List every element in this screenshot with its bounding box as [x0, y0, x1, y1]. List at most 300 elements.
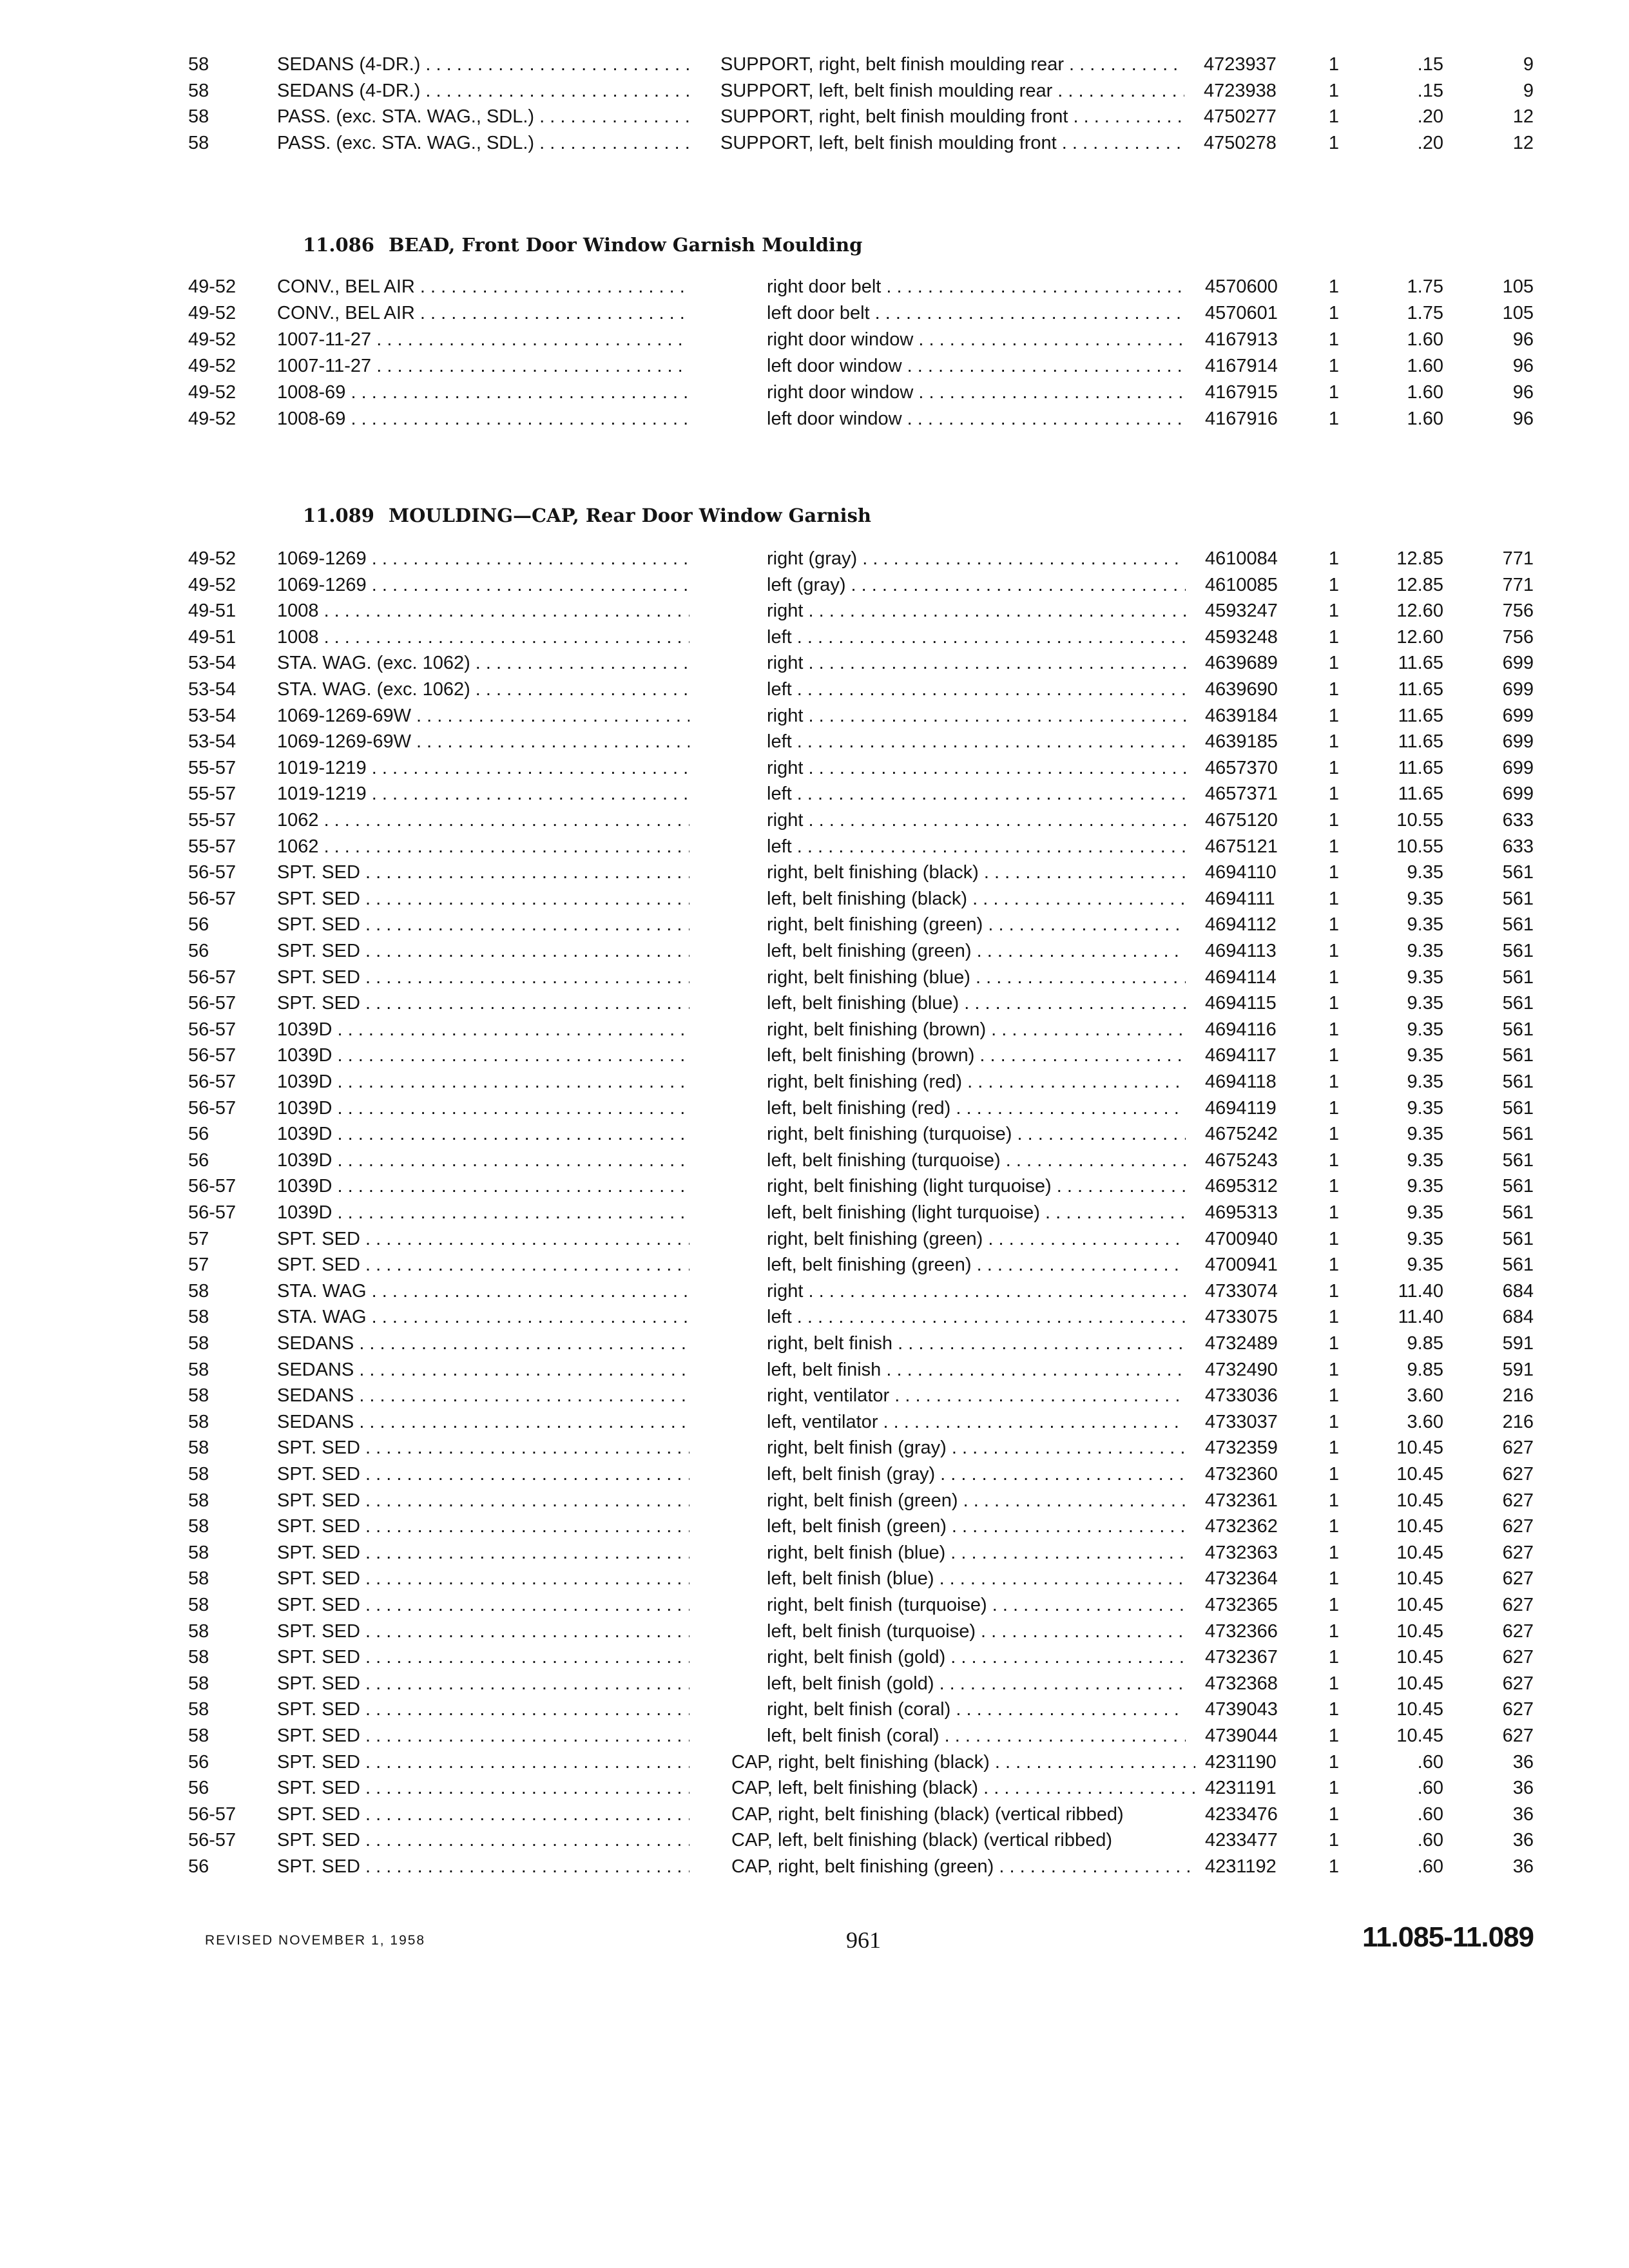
year-cell: 55-57: [188, 757, 236, 778]
description-cell: CAP, right, belt finishing (black) . . .: [731, 1749, 1195, 1775]
description-cell: left, belt finish (blue) . . .: [767, 1566, 1186, 1591]
description-cell: SUPPORT, right, belt finish moulding front . . .: [720, 104, 1184, 130]
price-cell: 9.35: [1407, 862, 1443, 883]
quantity-cell: 1: [1328, 1803, 1340, 1825]
price-cell: 10.55: [1396, 810, 1443, 831]
year-cell: 58: [188, 1385, 209, 1407]
year-cell: 49-52: [188, 303, 236, 323]
part-number-cell: 4739043: [1205, 1699, 1278, 1720]
table-row: [0, 1671, 1629, 1696]
part-number-cell: 4733037: [1205, 1411, 1278, 1432]
code-cell: 96: [1512, 408, 1534, 429]
description-cell: right door window . . .: [767, 380, 1186, 405]
table-row: [0, 1514, 1629, 1539]
code-cell: 96: [1512, 329, 1534, 350]
price-cell: 1.60: [1407, 382, 1443, 403]
table-row: [0, 1226, 1629, 1252]
code-cell: 561: [1502, 966, 1534, 988]
part-number-cell: 4694117: [1205, 1045, 1277, 1066]
description-cell: left, belt finishing (green) . . .: [767, 1252, 1186, 1278]
description-cell: right, belt finish (coral) . . .: [767, 1696, 1186, 1722]
year-cell: 49-51: [188, 626, 236, 648]
code-cell: 9: [1523, 54, 1534, 75]
year-cell: 49-52: [188, 329, 236, 350]
code-cell: 12: [1512, 132, 1534, 153]
part-number-cell: 4657371: [1205, 783, 1278, 805]
description-cell: left, belt finish . . .: [767, 1357, 1186, 1383]
description-cell: left door belt . . .: [767, 300, 1186, 326]
part-number-cell: 4231192: [1205, 1856, 1277, 1877]
table-row: [0, 78, 1629, 104]
table-row: [0, 1304, 1629, 1330]
quantity-cell: 1: [1328, 1411, 1340, 1432]
model-cell: SPT. SED . . .: [277, 1461, 689, 1487]
price-cell: 12.85: [1396, 548, 1443, 569]
part-number-cell: 4694111: [1205, 888, 1275, 909]
table-row: [0, 1802, 1629, 1827]
description-cell: right, belt finish (blue) . . .: [767, 1540, 1186, 1566]
model-cell: SPT. SED . . .: [277, 860, 689, 885]
code-cell: 684: [1502, 1307, 1534, 1328]
description-cell: right . . .: [767, 1278, 1186, 1304]
price-cell: 10.45: [1396, 1699, 1443, 1720]
part-number-cell: 4723938: [1204, 80, 1277, 101]
description-cell: right, belt finish (gold) . . .: [767, 1644, 1186, 1670]
code-cell: 627: [1502, 1725, 1534, 1746]
year-cell: 58: [188, 1333, 209, 1354]
code-cell: 36: [1512, 1856, 1534, 1877]
price-cell: .60: [1417, 1856, 1443, 1877]
description-cell: right, belt finishing (green) . . .: [767, 912, 1186, 937]
price-cell: 1.75: [1407, 303, 1443, 323]
model-cell: 1069-1269-69W . . .: [277, 703, 689, 729]
description-cell: left . . .: [767, 729, 1186, 754]
quantity-cell: 1: [1328, 1045, 1340, 1066]
table-row: [0, 1827, 1629, 1853]
model-cell: 1039D . . .: [277, 1173, 689, 1199]
quantity-cell: 1: [1328, 888, 1340, 909]
year-cell: 58: [188, 1411, 209, 1432]
code-cell: 12: [1512, 106, 1534, 127]
year-cell: 56-57: [188, 1176, 236, 1197]
quantity-cell: 1: [1328, 80, 1340, 101]
description-cell: left, belt finishing (brown) . . .: [767, 1043, 1186, 1068]
price-cell: 10.45: [1396, 1464, 1443, 1485]
year-cell: 56-57: [188, 966, 236, 988]
code-cell: 633: [1502, 836, 1534, 857]
part-number-cell: 4694113: [1205, 941, 1277, 961]
quantity-cell: 1: [1328, 54, 1340, 75]
year-cell: 58: [188, 1568, 209, 1590]
part-number-cell: 4593248: [1205, 626, 1278, 648]
model-cell: SPT. SED . . .: [277, 1226, 689, 1252]
code-cell: 684: [1502, 1280, 1534, 1302]
model-cell: 1007-11-27 . . .: [277, 327, 689, 352]
part-number-cell: 4694114: [1205, 966, 1277, 988]
price-cell: .60: [1417, 1778, 1443, 1799]
model-cell: 1007-11-27 . . .: [277, 353, 689, 379]
code-cell: 627: [1502, 1699, 1534, 1720]
code-cell: 561: [1502, 1254, 1534, 1276]
description-cell: right, belt finish (gray) . . .: [767, 1435, 1186, 1461]
code-cell: 699: [1502, 705, 1534, 726]
code-cell: 627: [1502, 1516, 1534, 1537]
year-cell: 58: [188, 1359, 209, 1380]
year-cell: 49-52: [188, 408, 236, 429]
year-cell: 56: [188, 1124, 209, 1145]
quantity-cell: 1: [1328, 626, 1340, 648]
quantity-cell: 1: [1328, 653, 1340, 674]
year-cell: 49-52: [188, 382, 236, 403]
table-row: [0, 380, 1629, 405]
model-cell: 1062 . . .: [277, 834, 689, 860]
year-cell: 58: [188, 1647, 209, 1668]
code-cell: 561: [1502, 1202, 1534, 1223]
quantity-cell: 1: [1328, 1359, 1340, 1380]
table-row: [0, 1252, 1629, 1278]
price-cell: 9.35: [1407, 1202, 1443, 1223]
table-row: [0, 1121, 1629, 1147]
price-cell: .60: [1417, 1803, 1443, 1825]
model-cell: 1008 . . .: [277, 598, 689, 624]
code-cell: 699: [1502, 757, 1534, 778]
year-cell: 56-57: [188, 1097, 236, 1119]
table-row: [0, 572, 1629, 598]
part-number-cell: 4694115: [1205, 993, 1277, 1014]
table-row: [0, 1148, 1629, 1173]
model-cell: 1062 . . .: [277, 807, 689, 833]
part-number-cell: 4732360: [1205, 1464, 1278, 1485]
code-cell: 561: [1502, 1072, 1534, 1092]
model-cell: 1039D . . .: [277, 1200, 689, 1225]
code-cell: 36: [1512, 1778, 1534, 1799]
part-number-cell: 4694110: [1205, 862, 1277, 883]
code-cell: 591: [1502, 1333, 1534, 1354]
part-number-cell: 4732364: [1205, 1568, 1278, 1590]
year-cell: 56-57: [188, 1202, 236, 1223]
table-row: [0, 104, 1629, 130]
model-cell: 1039D . . .: [277, 1017, 689, 1043]
quantity-cell: 1: [1328, 810, 1340, 831]
description-cell: right, belt finish (turquoise) . . .: [767, 1592, 1186, 1618]
part-number-cell: 4167913: [1205, 329, 1278, 350]
part-number-cell: 4732490: [1205, 1359, 1278, 1380]
price-cell: 9.35: [1407, 1176, 1443, 1197]
code-cell: 561: [1502, 1149, 1534, 1171]
code-cell: 756: [1502, 626, 1534, 648]
code-cell: 627: [1502, 1542, 1534, 1563]
model-cell: 1019-1219 . . .: [277, 781, 689, 807]
part-number-cell: 4733075: [1205, 1307, 1278, 1328]
price-cell: 10.45: [1396, 1437, 1443, 1459]
year-cell: 49-52: [188, 574, 236, 595]
year-cell: 49-52: [188, 548, 236, 569]
part-number-cell: 4231191: [1205, 1778, 1277, 1799]
model-cell: 1039D . . .: [277, 1095, 689, 1121]
table-row: [0, 912, 1629, 937]
part-number-cell: 4750277: [1204, 106, 1277, 127]
model-cell: 1008-69 . . .: [277, 406, 689, 432]
code-cell: 36: [1512, 1751, 1534, 1773]
price-cell: 9.35: [1407, 941, 1443, 961]
part-number-cell: 4675121: [1205, 836, 1278, 857]
code-cell: 561: [1502, 1097, 1534, 1119]
code-cell: 36: [1512, 1803, 1534, 1825]
code-cell: 561: [1502, 1124, 1534, 1145]
table-row: [0, 886, 1629, 912]
model-cell: SPT. SED . . .: [277, 1252, 689, 1278]
model-cell: STA. WAG . . .: [277, 1304, 689, 1330]
description-cell: right, belt finish (green) . . .: [767, 1488, 1186, 1514]
table-row: [0, 1017, 1629, 1043]
code-cell: 561: [1502, 888, 1534, 909]
quantity-cell: 1: [1328, 1699, 1340, 1720]
model-cell: SPT. SED . . .: [277, 1644, 689, 1670]
model-cell: 1069-1269 . . .: [277, 572, 689, 598]
model-cell: SPT. SED . . .: [277, 1775, 689, 1801]
price-cell: 11.65: [1398, 731, 1443, 753]
price-cell: 1.60: [1407, 408, 1443, 429]
price-cell: 10.45: [1396, 1568, 1443, 1590]
table-row: [0, 598, 1629, 624]
part-number-cell: 4732489: [1205, 1333, 1278, 1354]
part-number-cell: 4694112: [1205, 914, 1277, 936]
quantity-cell: 1: [1328, 862, 1340, 883]
part-number-cell: 4233477: [1205, 1830, 1278, 1851]
code-cell: 699: [1502, 653, 1534, 674]
year-cell: 58: [188, 1595, 209, 1615]
price-cell: 10.45: [1396, 1725, 1443, 1746]
page-number: 961: [846, 1927, 881, 1953]
model-cell: PASS. (exc. STA. WAG., SDL.) . . .: [277, 104, 689, 130]
code-cell: 561: [1502, 862, 1534, 883]
model-cell: SPT. SED . . .: [277, 1723, 689, 1749]
year-cell: 56-57: [188, 1803, 236, 1825]
quantity-cell: 1: [1328, 1620, 1340, 1642]
model-cell: SPT. SED . . .: [277, 1540, 689, 1566]
price-cell: 9.35: [1407, 1228, 1443, 1249]
table-row: [0, 807, 1629, 833]
code-cell: 561: [1502, 941, 1534, 961]
quantity-cell: 1: [1328, 106, 1340, 127]
code-cell: 96: [1512, 356, 1534, 376]
description-cell: right (gray) . . .: [767, 546, 1186, 572]
description-cell: left door window . . .: [767, 353, 1186, 379]
price-cell: 9.35: [1407, 914, 1443, 936]
year-cell: 56-57: [188, 1019, 236, 1040]
code-cell: 699: [1502, 679, 1534, 700]
description-cell: right, belt finishing (black) . . .: [767, 860, 1186, 885]
price-cell: .60: [1417, 1830, 1443, 1851]
part-number-cell: 4700940: [1205, 1228, 1278, 1249]
code-cell: 633: [1502, 810, 1534, 831]
model-cell: SPT. SED . . .: [277, 1802, 689, 1827]
part-number-cell: 4657370: [1205, 757, 1278, 778]
quantity-cell: 1: [1328, 1228, 1340, 1249]
model-cell: SPT. SED . . .: [277, 990, 689, 1016]
year-cell: 58: [188, 1307, 209, 1328]
part-number-cell: 4694118: [1205, 1072, 1277, 1092]
table-row: [0, 1696, 1629, 1722]
part-number-cell: 4732367: [1205, 1647, 1278, 1668]
table-row: [0, 1644, 1629, 1670]
table-row: [0, 1775, 1629, 1801]
description-cell: left, belt finishing (green) . . .: [767, 938, 1186, 964]
model-cell: PASS. (exc. STA. WAG., SDL.) . . .: [277, 130, 689, 156]
price-cell: 11.40: [1398, 1307, 1443, 1328]
model-cell: SPT. SED . . .: [277, 1827, 689, 1853]
description-cell: CAP, right, belt finishing (black) (vertical ribbed): [731, 1803, 1124, 1825]
description-cell: left, belt finishing (light turquoise) . . .: [767, 1200, 1186, 1225]
price-cell: 10.45: [1396, 1516, 1443, 1537]
quantity-cell: 1: [1328, 356, 1340, 376]
table-row: [0, 938, 1629, 964]
part-number-cell: 4732363: [1205, 1542, 1278, 1563]
price-cell: 3.60: [1407, 1385, 1443, 1407]
year-cell: 53-54: [188, 705, 236, 726]
part-number-cell: 4231190: [1205, 1751, 1277, 1773]
description-cell: left . . .: [767, 781, 1186, 807]
price-cell: 11.65: [1398, 679, 1443, 700]
table-row: [0, 274, 1629, 300]
quantity-cell: 1: [1328, 1725, 1340, 1746]
quantity-cell: 1: [1328, 993, 1340, 1014]
part-number-cell: 4732359: [1205, 1437, 1278, 1459]
quantity-cell: 1: [1328, 1149, 1340, 1171]
quantity-cell: 1: [1328, 1595, 1340, 1615]
model-cell: SPT. SED . . .: [277, 1696, 689, 1722]
part-number-cell: 4739044: [1205, 1725, 1278, 1746]
description-cell: left, belt finishing (blue) . . .: [767, 990, 1186, 1016]
year-cell: 55-57: [188, 836, 236, 857]
description-cell: left, belt finish (gold) . . .: [767, 1671, 1186, 1696]
year-cell: 58: [188, 54, 209, 75]
description-cell: right, belt finishing (blue) . . .: [767, 965, 1186, 990]
table-row: [0, 1592, 1629, 1618]
description-cell: left, belt finish (coral) . . .: [767, 1723, 1186, 1749]
part-number-cell: 4733074: [1205, 1280, 1278, 1302]
model-cell: SPT. SED . . .: [277, 938, 689, 964]
table-row: [0, 327, 1629, 352]
price-cell: 10.45: [1396, 1673, 1443, 1694]
table-row: [0, 1540, 1629, 1566]
price-cell: 10.55: [1396, 836, 1443, 857]
price-cell: 10.45: [1396, 1542, 1443, 1563]
year-cell: 55-57: [188, 810, 236, 831]
model-cell: SPT. SED . . .: [277, 1854, 689, 1879]
table-row: [0, 52, 1629, 77]
part-number-cell: 4732366: [1205, 1620, 1278, 1642]
price-cell: 1.75: [1407, 276, 1443, 297]
code-cell: 627: [1502, 1673, 1534, 1694]
model-cell: SEDANS . . .: [277, 1357, 689, 1383]
code-cell: 591: [1502, 1359, 1534, 1380]
description-cell: CAP, right, belt finishing (green) . . .: [731, 1854, 1195, 1879]
table-row: [0, 729, 1629, 754]
description-cell: CAP, left, belt finishing (black) (vertical ribbed): [731, 1830, 1112, 1851]
quantity-cell: 1: [1328, 1333, 1340, 1354]
table-row: [0, 990, 1629, 1016]
description-cell: right door belt . . .: [767, 274, 1186, 300]
quantity-cell: 1: [1328, 1673, 1340, 1694]
quantity-cell: 1: [1328, 1385, 1340, 1407]
price-cell: .15: [1417, 80, 1443, 101]
model-cell: CONV., BEL AIR . . .: [277, 300, 689, 326]
year-cell: 56: [188, 914, 209, 936]
price-cell: 12.60: [1396, 601, 1443, 622]
revised-date: REVISED NOVEMBER 1, 1958: [205, 1933, 426, 1948]
description-cell: left . . .: [767, 624, 1186, 650]
code-cell: 9: [1523, 80, 1534, 101]
year-cell: 56-57: [188, 1830, 236, 1851]
description-cell: SUPPORT, right, belt finish moulding rear . . .: [720, 52, 1184, 77]
part-number-cell: 4610084: [1205, 548, 1278, 569]
table-row: [0, 1749, 1629, 1775]
part-number-cell: 4675120: [1205, 810, 1278, 831]
year-cell: 57: [188, 1228, 209, 1249]
quantity-cell: 1: [1328, 679, 1340, 700]
part-number-cell: 4639690: [1205, 679, 1278, 700]
table-row: [0, 1069, 1629, 1095]
year-cell: 58: [188, 1437, 209, 1459]
description-cell: right door window . . .: [767, 327, 1186, 352]
quantity-cell: 1: [1328, 1778, 1340, 1799]
quantity-cell: 1: [1328, 1124, 1340, 1145]
table-row: [0, 1723, 1629, 1749]
section-title: BEAD, Front Door Window Garnish Moulding: [389, 234, 863, 256]
price-cell: 10.45: [1396, 1647, 1443, 1668]
part-number-cell: 4675243: [1205, 1149, 1278, 1171]
part-number-cell: 4695313: [1205, 1202, 1278, 1223]
quantity-cell: 1: [1328, 1751, 1340, 1773]
description-cell: right, belt finishing (light turquoise) . . .: [767, 1173, 1186, 1199]
description-cell: right . . .: [767, 807, 1186, 833]
table-row: [0, 1095, 1629, 1121]
table-row: [0, 834, 1629, 860]
year-cell: 55-57: [188, 783, 236, 805]
section-heading-11-086: [303, 231, 862, 259]
part-number-cell: 4700941: [1205, 1254, 1278, 1276]
model-cell: 1069-1269-69W . . .: [277, 729, 689, 754]
description-cell: left . . .: [767, 677, 1186, 702]
model-cell: 1039D . . .: [277, 1043, 689, 1068]
model-cell: SEDANS (4-DR.) . . .: [277, 52, 689, 77]
model-cell: 1069-1269 . . .: [277, 546, 689, 572]
description-cell: left, belt finish (turquoise) . . .: [767, 1619, 1186, 1644]
year-cell: 56: [188, 1778, 209, 1799]
part-number-cell: 4675242: [1205, 1124, 1278, 1145]
price-cell: .20: [1417, 132, 1443, 153]
quantity-cell: 1: [1328, 1830, 1340, 1851]
description-cell: left, ventilator . . .: [767, 1409, 1186, 1435]
description-cell: right . . .: [767, 755, 1186, 781]
code-cell: 627: [1502, 1568, 1534, 1590]
price-cell: 9.85: [1407, 1359, 1443, 1380]
description-cell: CAP, left, belt finishing (black) . . .: [731, 1775, 1195, 1801]
model-cell: 1019-1219 . . .: [277, 755, 689, 781]
model-cell: 1039D . . .: [277, 1148, 689, 1173]
quantity-cell: 1: [1328, 1464, 1340, 1485]
table-row: [0, 860, 1629, 885]
code-cell: 561: [1502, 914, 1534, 936]
part-number-cell: 4639185: [1205, 731, 1278, 753]
part-number-cell: 4167915: [1205, 382, 1278, 403]
part-number-cell: 4732361: [1205, 1490, 1278, 1511]
table-row: [0, 781, 1629, 807]
table-row: [0, 1043, 1629, 1068]
description-cell: SUPPORT, left, belt finish moulding rear . . .: [720, 78, 1184, 104]
year-cell: 53-54: [188, 679, 236, 700]
